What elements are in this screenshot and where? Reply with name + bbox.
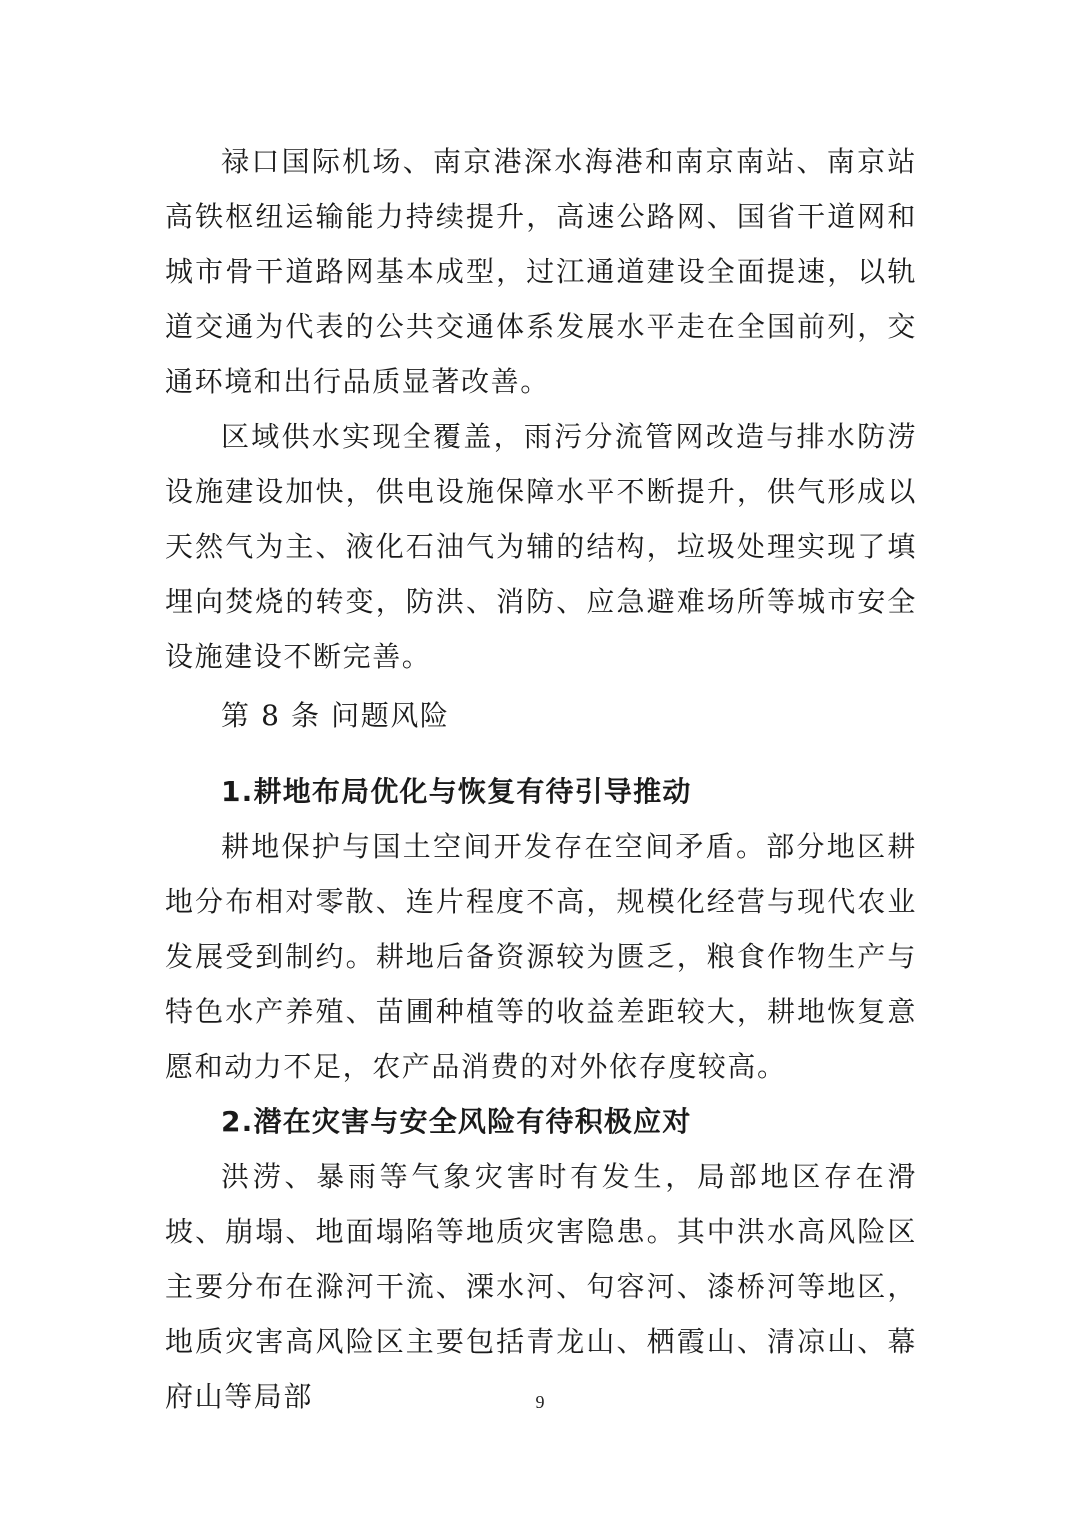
- page-content: [165, 134, 917, 1424]
- article-title: 第 8 条 问题风险: [221, 699, 450, 732]
- section-heading-disaster: 2.潜在灾害与安全风险有待积极应对: [221, 1105, 692, 1138]
- page-number: 9: [535, 1392, 545, 1412]
- paragraph-disaster: 洪涝、暴雨等气象灾害时有发生，局部地区存在滑坡、崩塌、地面塌陷等地质灾害隐患。其中洪水高风险区主要分布在滁河干流、溧水河、句容河、漆桥河等地区，地质灾害高风险区主要包括青龙山、栖霞山、清凉山、幕府山等局部: [165, 1160, 917, 1413]
- paragraph-transport: 禄口国际机场、南京港深水海港和南京南站、南京站高铁枢纽运输能力持续提升，高速公路网、国省干道网和城市骨干道路网基本成型，过江通道建设全面提速，以轨道交通为代表的公共交通体系发展水平走在全国前列，交通环境和出行品质显著改善。: [165, 145, 917, 398]
- paragraph-farmland: 耕地保护与国土空间开发存在空间矛盾。部分地区耕地分布相对零散、连片程度不高，规模化经营与现代农业发展受到制约。耕地后备资源较为匮乏，粮食作物生产与特色水产养殖、苗圃种植等的收益差距较大，耕地恢复意愿和动力不足，农产品消费的对外依存度较高。: [165, 830, 917, 1083]
- paragraph-infrastructure: 区域供水实现全覆盖，雨污分流管网改造与排水防涝设施建设加快，供电设施保障水平不断提升，供气形成以天然气为主、液化石油气为辅的结构，垃圾处理实现了填埋向焚烧的转变，防洪、消防、应急避难场所等城市安全设施建设不断完善。: [165, 420, 917, 673]
- section-heading-farmland: 1.耕地布局优化与恢复有待引导推动: [221, 775, 692, 808]
